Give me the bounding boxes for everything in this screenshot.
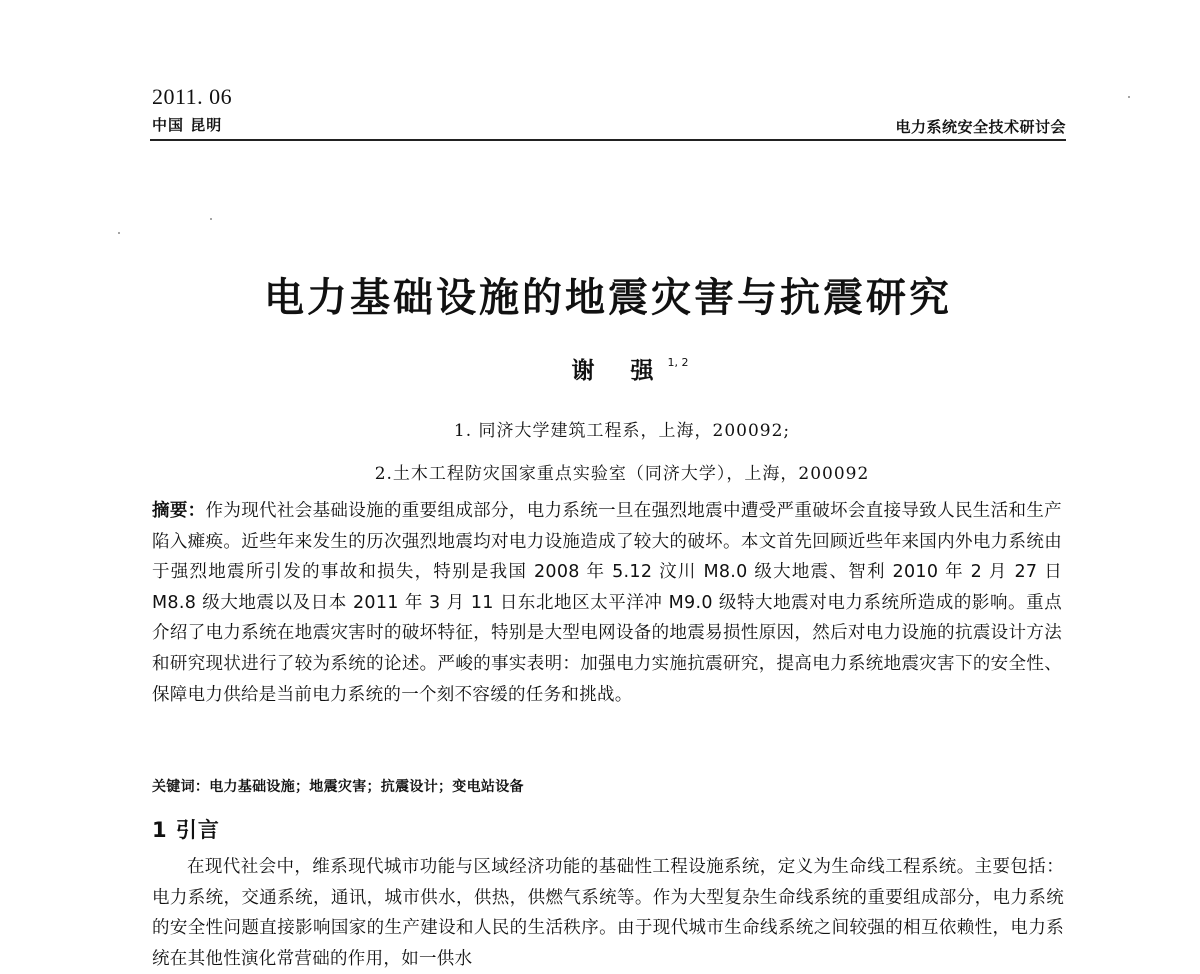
header-conference: 电力系统安全技术研讨会 [895,118,1066,136]
section-heading: 1 引言 [152,818,220,842]
scan-speck [210,218,212,220]
abstract [152,496,1062,710]
author-name: 谢 强 [571,358,668,384]
keywords-text: 电力基础设施；地震灾害；抗震设计；变电站设备 [209,779,524,795]
scan-speck [118,232,120,234]
keywords [152,776,1062,796]
header-location: 中国 昆明 [152,116,223,134]
affiliation-2: 2.土木工程防灾国家重点实验室（同济大学），上海，200092 [374,464,870,484]
scan-speck [1128,96,1130,98]
affiliation-1: 1. 同济大学建筑工程系，上海，200092; [453,421,791,441]
author-line [0,352,1200,385]
keywords-label: 关键词： [152,779,210,795]
header-rule [150,139,1066,141]
abstract-text: 作为现代社会基础设施的重要组成部分，电力系统一旦在强烈地震中遭受严重破坏会直接导致人民生活和生产陷入瘫痪。近些年来发生的历次强烈地震均对电力设施造成了较大的破坏。本文首先回顾近些年来国内外电力系统由于强烈地震所引发的事故和损失，特别是我国 2008 年 5.12 汶川 M8.0 级大地震、智利 2010 年 2 月 27 日 M8.8 级大地震以及日本 2011 年 3 月 11 日东北地区太平洋冲 M9.0 级特大地震对电力系统所造成的影响。重点介绍了电力系统在地震灾害时的破坏特征，特别是大型电网设备的地震易损性原因，然后对电力设施的抗震设计方法和研究现状进行了较为系统的论述。严峻的事实表明：加强电力实施抗震研究，提高电力系统地震灾害下的安全性、保障电力供给是当前电力系统的一个刻不容缓的任务和挑战。 [152,501,1062,705]
intro-paragraph: 在现代社会中，维系现代城市功能与区域经济功能的基础性工程设施系统，定义为生命线工程系统。主要包括：电力系统，交通系统，通讯，城市供水，供热，供燃气系统等。作为大型复杂生命线系统的重要组成部分，电力系统的安全性问题直接影响国家的生产建设和人民的生活秩序。由于现代城市生命线系统之间较强的相互依赖性，电力系统在其他性演化常营础的作用，如一供水 [152,857,1064,969]
abstract-label: 摘要： [152,501,206,521]
paper-title: 电力基础设施的地震灾害与抗震研究 [264,275,952,321]
header-date: 2011. 06 [152,84,233,109]
author-affiliation-marks: 1, 2 [667,356,689,369]
